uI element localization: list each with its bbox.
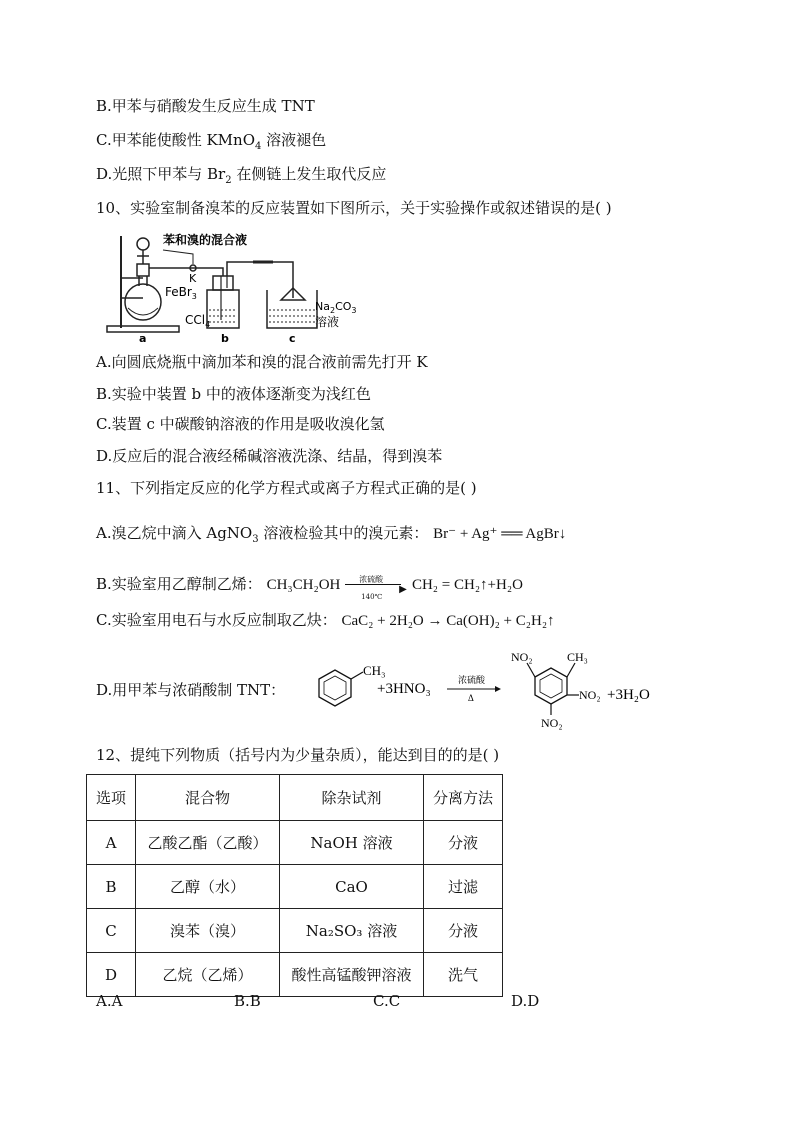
apparatus-figure [103, 228, 363, 346]
table-cell: 乙烷（乙烯） [136, 953, 280, 997]
q12-stem: 12、提纯下列物质（括号内为少量杂质），能达到目的的是( ) [96, 746, 500, 764]
table-cell: 乙酸乙酯（乙酸） [136, 821, 280, 865]
table-cell: 分液 [424, 821, 503, 865]
label-febr3-sub: 3 [191, 292, 197, 301]
q11-b-cond-top: 浓硫酸 [359, 575, 384, 584]
q11-a-label2: 溶液检验其中的溴元素： [258, 524, 429, 542]
q11-stem: 11、下列指定反应的化学方程式或离子方程式正确的是( ) [96, 479, 477, 497]
q12-answer-c: C.C [373, 992, 401, 1010]
table-cell: NaOH 溶液 [280, 821, 424, 865]
q9-option-c [96, 130, 326, 157]
q11-c-equation: CaC₂ + 2H₂O → Ca(OH)₂ + C₂H₂↑ [341, 613, 555, 629]
table-row [87, 821, 503, 865]
tnt-ch3: CH₃ [567, 650, 588, 664]
q9-option-b: B.甲苯与硝酸发生反应生成 TNT [96, 97, 315, 115]
q9-option-c-text: C.甲苯能使酸性 KMnO [96, 131, 256, 149]
tnt-no2-top: NO₂ [511, 650, 533, 664]
table-cell: Na₂SO₃ 溶液 [280, 909, 424, 953]
toluene-ch3: CH₃ [363, 663, 386, 678]
q9-option-d-text: D.光照下甲苯与 Br [96, 165, 226, 183]
table-header-cell: 选项 [87, 775, 136, 821]
label-febr3 [165, 285, 197, 301]
q11-b-label: B.实验室用乙醇制乙烯： [96, 575, 262, 593]
q10-option-c: C.装置 c 中碳酸钠溶液的作用是吸收溴化氢 [96, 415, 385, 433]
q9-option-c-sub: 4 [255, 141, 262, 152]
q11-a-label: A.溴乙烷中滴入 AgNO [96, 524, 253, 542]
q11-option-a [96, 523, 566, 550]
table-row [87, 909, 503, 953]
label-ccl4-text: CCl [185, 313, 206, 327]
q10-option-b: B.实验中装置 b 中的液体逐渐变为浅红色 [96, 385, 371, 403]
label-na2co3 [315, 300, 357, 315]
label-k: K [189, 272, 197, 285]
q11-b-left: CH₃CH₂OH [266, 577, 341, 593]
q11-b-arrow: 浓硫酸 ▶ 140℃ [345, 576, 407, 594]
table-row [87, 865, 503, 909]
table-header-cell: 分离方法 [424, 775, 503, 821]
label-febr3-text: FeBr [165, 285, 192, 299]
q9-option-c-tail: 溶液褪色 [261, 131, 327, 149]
q11-c-label: C.实验室用电石与水反应制取乙炔： [96, 611, 337, 629]
label-na2co3-a: Na [315, 300, 330, 313]
arrow-cond-top: 浓硫酸 [458, 675, 486, 685]
table-row [87, 953, 503, 997]
table-cell: 过滤 [424, 865, 503, 909]
q9-option-d [96, 164, 386, 191]
table-cell: 洗气 [424, 953, 503, 997]
q10-option-d: D.反应后的混合液经稀碱溶液洗涤、结晶，得到溴苯 [96, 447, 443, 465]
label-c: c [289, 332, 296, 345]
label-na2co3-sub1: 2 [329, 306, 336, 315]
q12-answer-a: A.A [96, 992, 123, 1010]
reagent-hno3: +3HNO₃ [377, 681, 431, 697]
table-cell: A [87, 821, 136, 865]
tnt-no2-bottom: NO₂ [541, 716, 563, 730]
table-cell: 分液 [424, 909, 503, 953]
table-header-row [87, 775, 503, 821]
table-cell: 溴苯（溴） [136, 909, 280, 953]
q11-b-right: CH₂ = CH₂↑+H₂O [411, 577, 523, 593]
tnt-equation-figure [295, 645, 665, 731]
q12-table [86, 774, 503, 997]
table-cell: D [87, 953, 136, 997]
q10-stem: 10、实验室制备溴苯的反应装置如下图所示，关于实验操作或叙述错误的是( ) [96, 199, 612, 217]
q10-option-a: A.向圆底烧瓶中滴加苯和溴的混合液前需先打开 K [96, 353, 428, 371]
table-cell: CaO [280, 865, 424, 909]
label-ccl4-sub: 4 [205, 320, 211, 329]
q11-option-d: D.用甲苯与浓硝酸制 TNT： [96, 681, 286, 699]
table-cell: C [87, 909, 136, 953]
q9-option-d-tail: 在侧链上发生取代反应 [231, 165, 387, 183]
q11-a-sub: 3 [252, 534, 259, 545]
table-header-cell: 除杂试剂 [280, 775, 424, 821]
q11-a-equation: Br⁻ + Ag⁺ ══ AgBr↓ [433, 526, 567, 542]
q11-b-cond-bottom: 140℃ [361, 593, 383, 601]
tnt-water: +3H₂O [607, 687, 650, 703]
q12-answer-b: B.B [234, 992, 261, 1010]
label-na2co3-sub2: 3 [351, 306, 357, 315]
label-a: a [139, 332, 147, 345]
q9-option-d-sub: 2 [225, 175, 232, 186]
label-solution: 溶液 [315, 315, 340, 329]
table-cell: B [87, 865, 136, 909]
tnt-no2-right: NO₂ [579, 688, 601, 702]
q11-option-b [96, 574, 523, 601]
table-header-cell: 混合物 [136, 775, 280, 821]
label-na2co3-b: CO [335, 300, 352, 313]
q12-answer-d: D.D [511, 992, 540, 1010]
table-cell: 乙醇（水） [136, 865, 280, 909]
label-mixture: 苯和溴的混合液 [163, 233, 248, 247]
arrow-cond-bottom: Δ [468, 693, 474, 703]
table-cell: 酸性高锰酸钾溶液 [280, 953, 424, 997]
q11-option-c [96, 610, 555, 631]
label-b: b [221, 332, 229, 345]
